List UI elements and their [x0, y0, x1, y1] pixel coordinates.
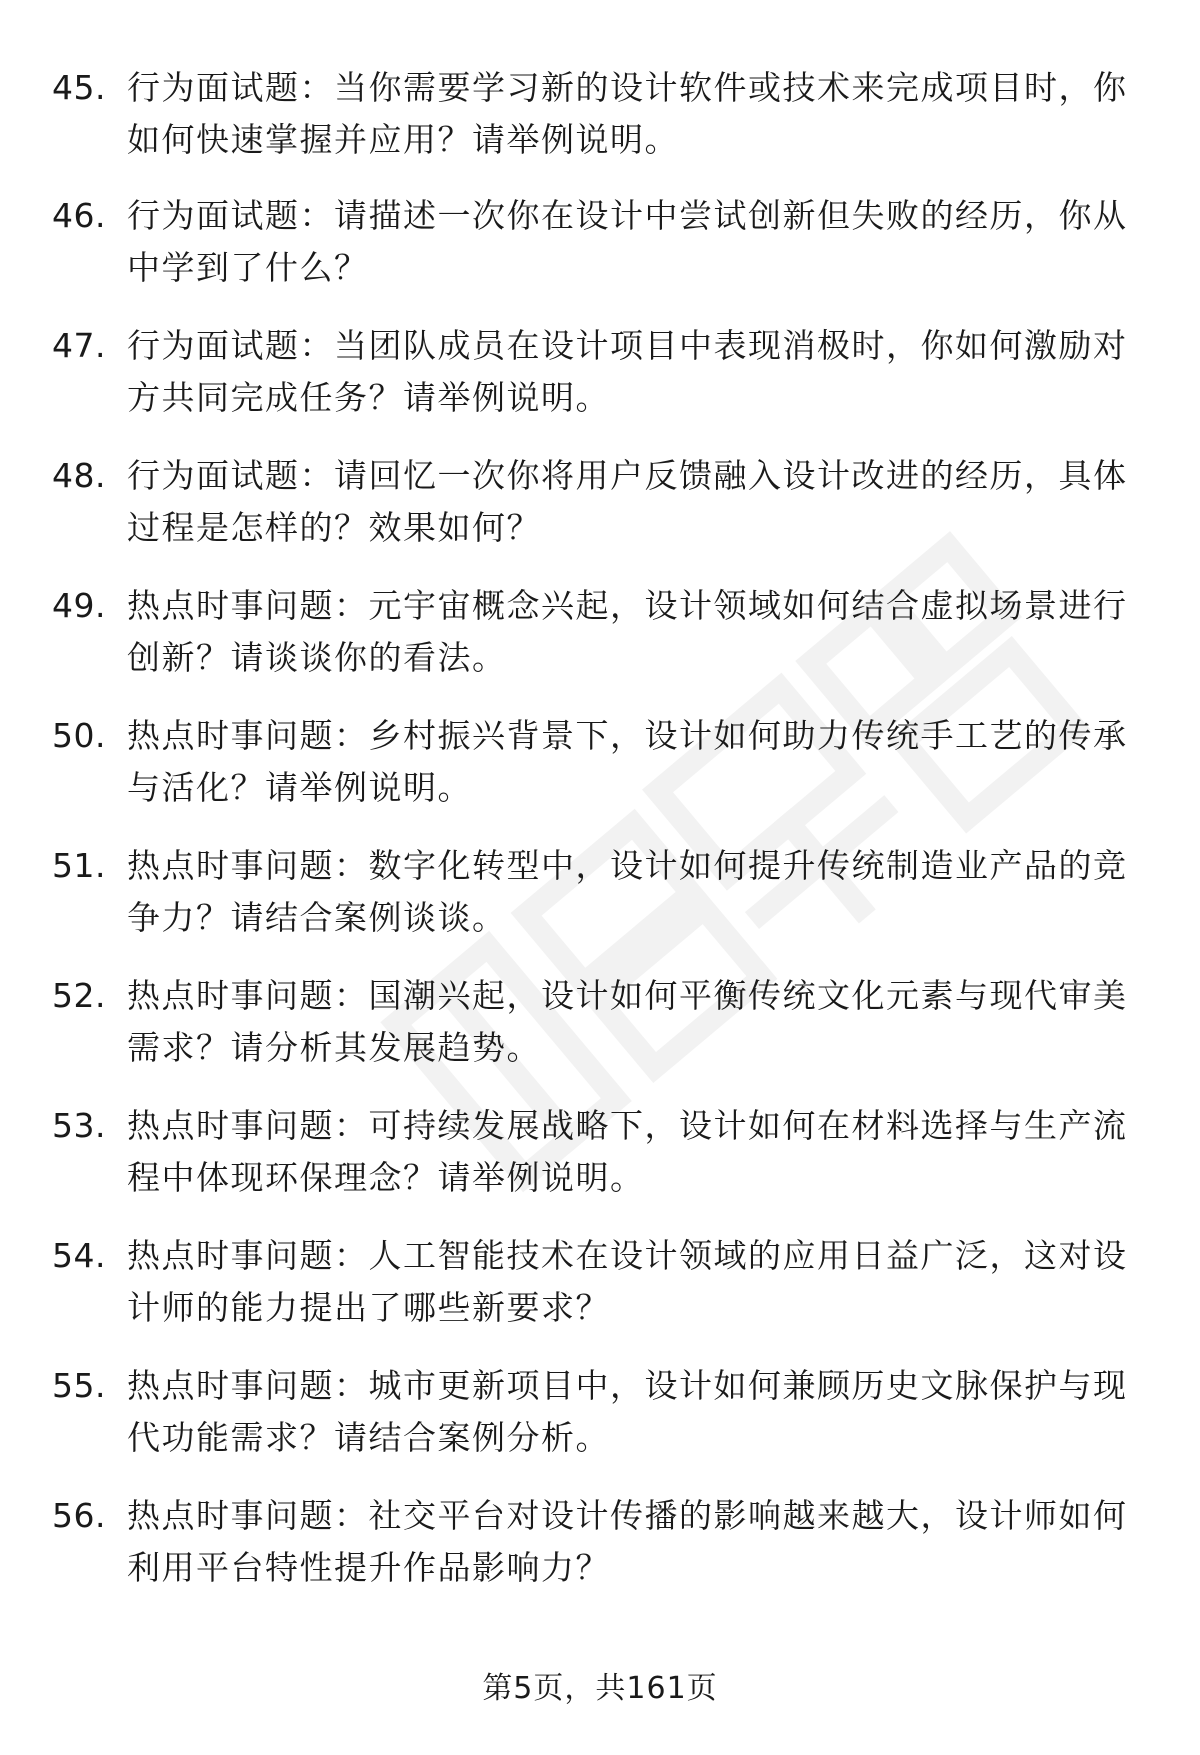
question-text: 热点时事问题：社交平台对设计传播的影响越来越大，设计师如何利用平台特性提升作品影响力？: [127, 1496, 1128, 1587]
question-text: 热点时事问题：数字化转型中，设计如何提升传统制造业产品的竞争力？请结合案例谈谈。: [127, 846, 1128, 937]
question-item-54: [0, 1230, 1200, 1350]
question-number: 54.: [52, 1236, 106, 1275]
question-item-46: [0, 190, 1200, 310]
question-text: 行为面试题：请描述一次你在设计中尝试创新但失败的经历，你从中学到了什么？: [127, 196, 1128, 287]
question-number: 48.: [52, 456, 106, 495]
question-item-53: [0, 1100, 1200, 1220]
question-text: 行为面试题：请回忆一次你将用户反馈融入设计改进的经历，具体过程是怎样的？效果如何？: [127, 456, 1128, 547]
question-number: 50.: [52, 716, 106, 755]
question-text: 热点时事问题：城市更新项目中，设计如何兼顾历史文脉保护与现代功能需求？请结合案例分析。: [127, 1366, 1128, 1457]
question-text: 行为面试题：当你需要学习新的设计软件或技术来完成项目时，你如何快速掌握并应用？请举例说明。: [127, 68, 1128, 159]
question-item-49: [0, 580, 1200, 700]
question-item-48: [0, 450, 1200, 570]
question-item-51: [0, 840, 1200, 960]
question-item-47: [0, 320, 1200, 440]
question-item-50: [0, 710, 1200, 830]
question-text: 热点时事问题：乡村振兴背景下，设计如何助力传统手工艺的传承与活化？请举例说明。: [127, 716, 1128, 807]
question-item-52: [0, 970, 1200, 1090]
question-number: 52.: [52, 976, 106, 1015]
question-item-45: [0, 62, 1200, 182]
question-number: 55.: [52, 1366, 106, 1405]
question-text: 行为面试题：当团队成员在设计项目中表现消极时，你如何激励对方共同完成任务？请举例说明。: [127, 326, 1128, 417]
page-indicator: 第5页，共161页: [482, 1671, 718, 1706]
question-text: 热点时事问题：国潮兴起，设计如何平衡传统文化元素与现代审美需求？请分析其发展趋势。: [127, 976, 1128, 1067]
question-number: 47.: [52, 326, 106, 365]
question-item-56: [0, 1490, 1200, 1610]
question-number: 51.: [52, 846, 106, 885]
question-number: 56.: [52, 1496, 106, 1535]
question-text: 热点时事问题：可持续发展战略下，设计如何在材料选择与生产流程中体现环保理念？请举例说明。: [127, 1106, 1128, 1197]
question-item-55: [0, 1360, 1200, 1480]
question-text: 热点时事问题：元宇宙概念兴起，设计领域如何结合虚拟场景进行创新？请谈谈你的看法。: [127, 586, 1128, 677]
question-number: 46.: [52, 196, 106, 235]
question-text: 热点时事问题：人工智能技术在设计领域的应用日益广泛，这对设计师的能力提出了哪些新要求？: [127, 1236, 1128, 1327]
question-number: 53.: [52, 1106, 106, 1145]
question-number: 49.: [52, 586, 106, 625]
question-number: 45.: [52, 68, 106, 107]
